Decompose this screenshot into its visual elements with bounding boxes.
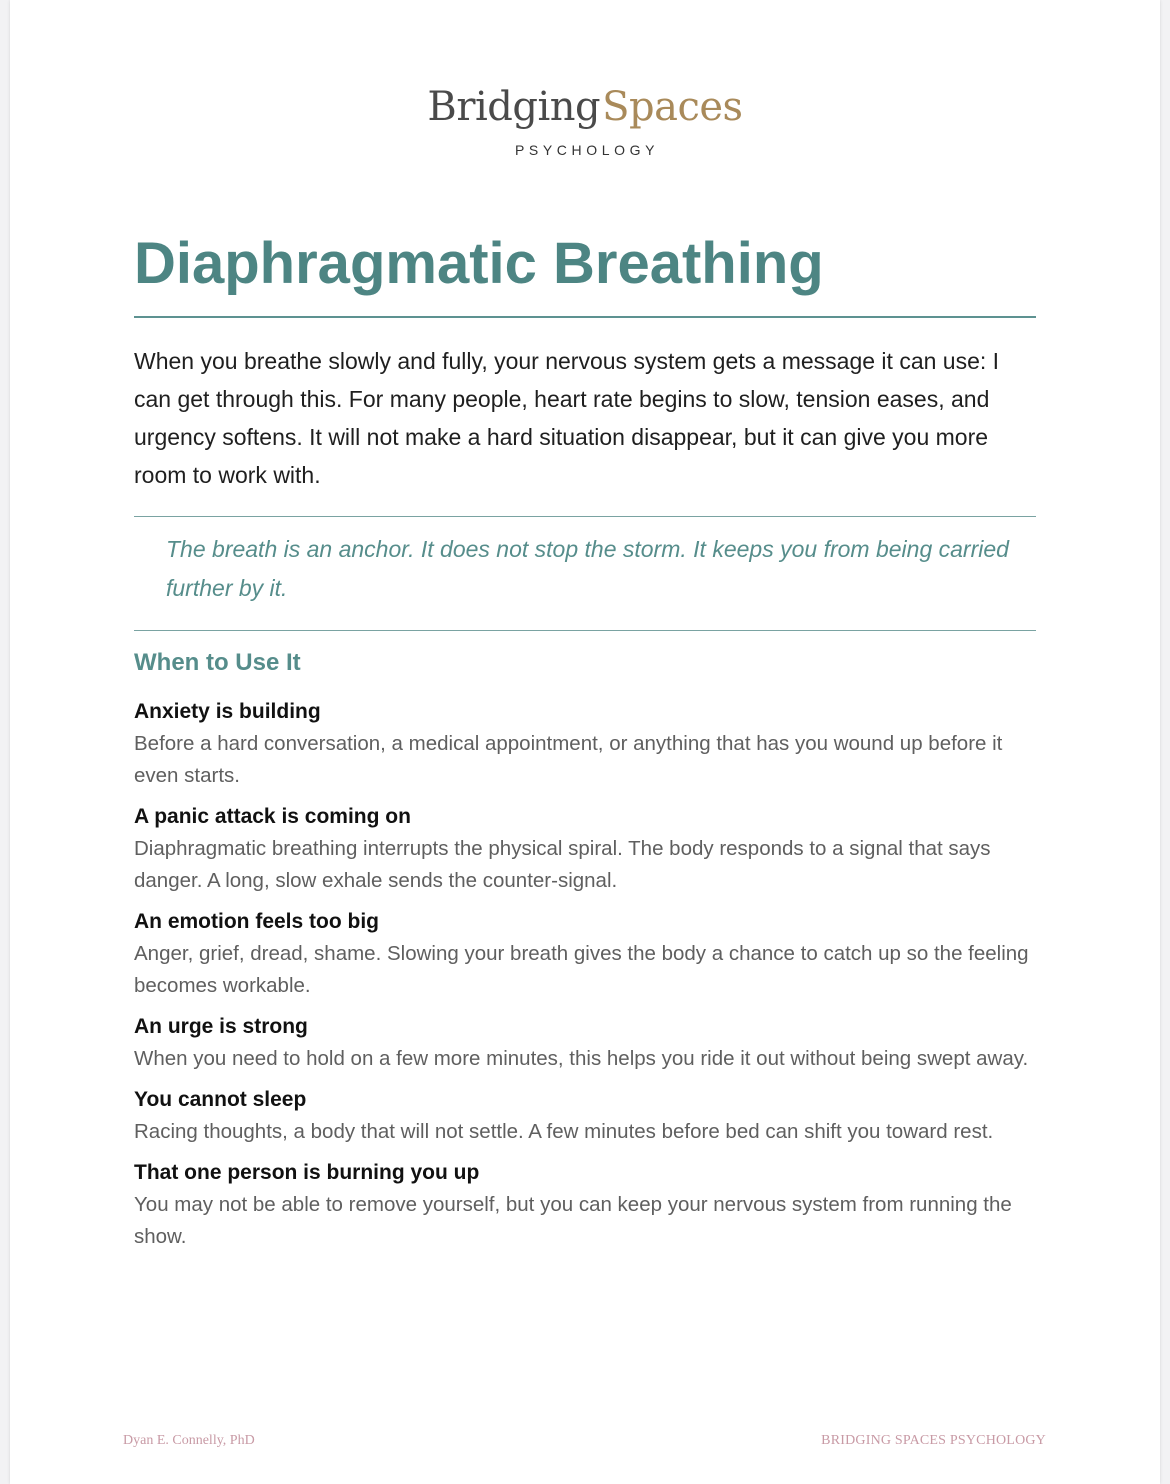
logo-word-bridging: Bridging — [427, 84, 601, 130]
intro-paragraph: When you breathe slowly and fully, your nervous system gets a message it can use: I can get through this. For many people, heart rate begins to slow, tension eases, and urgency softens. It will not make a hard situation disappear, but it can give you more room to work with. — [134, 348, 1000, 488]
list-item — [134, 1084, 1044, 1148]
item-title: You cannot sleep — [134, 1088, 307, 1111]
quote-top-divider — [134, 516, 1036, 517]
item-description: Anger, grief, dread, shame. Slowing your breath gives the body a chance to catch up so the feeling becomes workable. — [134, 942, 1029, 997]
usage-list — [134, 696, 1044, 1262]
title-divider — [134, 316, 1036, 318]
item-title: An urge is strong — [134, 1015, 308, 1038]
pull-quote: The breath is an anchor. It does not stop the storm. It keeps you from being carried further by it. — [166, 536, 1009, 601]
quote-bottom-divider — [134, 630, 1036, 631]
item-title: Anxiety is building — [134, 700, 321, 723]
list-item — [134, 906, 1044, 1002]
item-description: Before a hard conversation, a medical appointment, or anything that has you wound up before it even starts. — [134, 732, 1003, 787]
list-item — [134, 801, 1044, 897]
list-item — [134, 1157, 1044, 1253]
item-description: Racing thoughts, a body that will not settle. A few minutes before bed can shift you toward rest. — [134, 1120, 994, 1143]
footer-brand: BRIDGING SPACES PSYCHOLOGY — [821, 1433, 1046, 1448]
section-heading: When to Use It — [134, 649, 301, 676]
logo-word-spaces: Spaces — [602, 84, 743, 130]
list-item — [134, 1011, 1044, 1075]
logo-subtitle: PSYCHOLOGY — [514, 142, 660, 158]
footer-author: Dyan E. Connelly, PhD — [123, 1433, 255, 1448]
page-title: Diaphragmatic Breathing — [134, 231, 824, 296]
list-item — [134, 696, 1044, 792]
item-title: An emotion feels too big — [134, 910, 379, 933]
item-description: Diaphragmatic breathing interrupts the physical spiral. The body responds to a signal that says danger. A long, slow exhale sends the counter-signal. — [134, 837, 991, 892]
item-title: A panic attack is coming on — [134, 805, 411, 828]
item-description: When you need to hold on a few more minutes, this helps you ride it out without being swept away. — [134, 1047, 1029, 1070]
item-description: You may not be able to remove yourself, but you can keep your nervous system from running the show. — [134, 1193, 1012, 1248]
item-title: That one person is burning you up — [134, 1161, 480, 1184]
logo-wordmark — [10, 82, 1160, 132]
brand-logo — [10, 82, 1160, 158]
document-page — [10, 0, 1160, 1484]
